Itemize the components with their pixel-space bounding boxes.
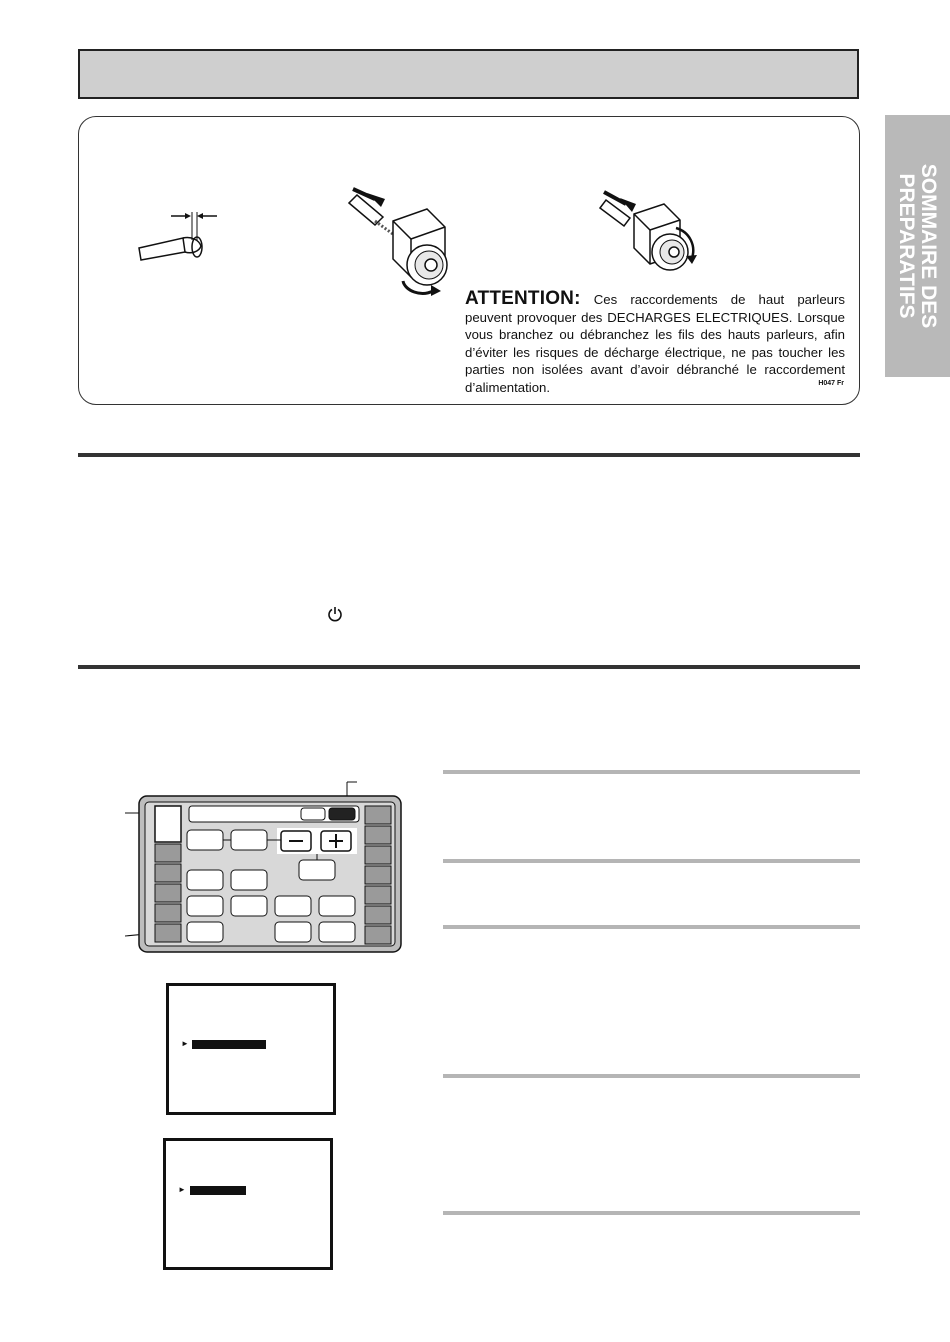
step-rule-4 <box>443 1074 860 1078</box>
on-screen-menu-icon-2 <box>163 1138 333 1270</box>
attention-title: ATTENTION: <box>465 288 581 309</box>
menu-cursor-1: ► <box>181 1039 189 1048</box>
section-rule-2 <box>78 665 860 669</box>
warning-code: H047 Fr <box>818 380 844 387</box>
on-screen-menu-icon <box>166 983 336 1115</box>
attention-body: Ces raccordements de haut parleurs peuvent provoquer des DECHARGES ELECTRIQUES. Lorsque vous branchez ou débranchez les fils des hauts parleurs, afin d’éviter les risques de décharge électrique, ne pas toucher les parties non isolées avant d’avoir débranché le raccordement d’alimentation. <box>465 292 845 395</box>
step-rule-5 <box>443 1211 860 1215</box>
side-chapter-tab <box>885 115 950 377</box>
section-rule-1 <box>78 453 860 457</box>
speaker-terminal-icon-2 <box>598 190 708 280</box>
speaker-terminal-icon <box>345 185 465 300</box>
side-tab-line-2: PREPARATIFS <box>895 173 919 319</box>
power-symbol-icon <box>327 606 343 622</box>
menu-highlight-1 <box>192 1040 266 1049</box>
menu-cursor-2: ► <box>178 1185 186 1194</box>
side-tab-line-1: SOMMAIRE DES <box>917 163 941 329</box>
step-rule-2 <box>443 859 860 863</box>
step-rule-3 <box>443 925 860 929</box>
stripped-wire-icon <box>135 208 225 268</box>
remote-control-diagram-icon <box>125 776 405 956</box>
section-header-bar <box>78 49 859 99</box>
menu-highlight-2 <box>190 1186 246 1195</box>
step-rule-1 <box>443 770 860 774</box>
